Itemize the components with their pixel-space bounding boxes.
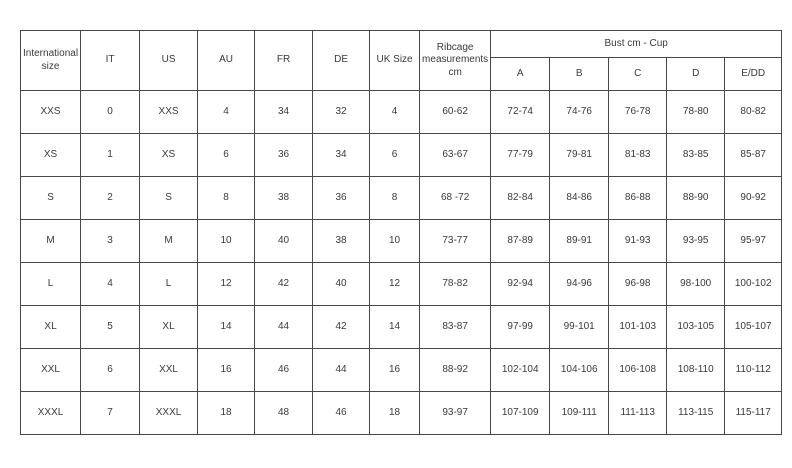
cell: 48 [255,392,313,435]
cell: 92-94 [491,263,550,306]
cell: 42 [313,306,370,349]
table-row [21,134,782,177]
cell: 82-84 [491,177,550,220]
cell: 86-88 [609,177,667,220]
cell: 79-81 [550,134,609,177]
header-row-top [21,31,782,58]
cell: 16 [198,349,255,392]
cell: 104-106 [550,349,609,392]
cell: M [140,220,198,263]
cell: 93-97 [420,392,491,435]
cell: 7 [81,392,140,435]
cell: 14 [198,306,255,349]
cell: 91-93 [609,220,667,263]
cell: 78-80 [667,91,725,134]
cell: 46 [255,349,313,392]
cell: 115-117 [725,392,782,435]
column-header: AU [198,31,255,91]
cell: 63-67 [420,134,491,177]
cell: 12 [198,263,255,306]
cell: 46 [313,392,370,435]
cell: 60-62 [420,91,491,134]
cell: 40 [255,220,313,263]
cell: 85-87 [725,134,782,177]
cell: 5 [81,306,140,349]
cell: 97-99 [491,306,550,349]
size-chart-table [20,30,782,435]
cell: 83-85 [667,134,725,177]
table-header [21,31,782,91]
cell: 76-78 [609,91,667,134]
cell: 44 [313,349,370,392]
cell: 77-79 [491,134,550,177]
cell: 83-87 [420,306,491,349]
cell: 93-95 [667,220,725,263]
cell: 68 -72 [420,177,491,220]
column-header: Ribcage measurements cm [420,31,491,91]
cell: 81-83 [609,134,667,177]
row-label-cell: M [21,220,81,263]
row-label-cell: L [21,263,81,306]
table-row [21,263,782,306]
cell: 101-103 [609,306,667,349]
cell: 84-86 [550,177,609,220]
cell: 10 [198,220,255,263]
row-label-cell: XL [21,306,81,349]
cell: 72-74 [491,91,550,134]
cell: 107-109 [491,392,550,435]
cell: 36 [313,177,370,220]
cup-header: D [667,58,725,91]
cell: 4 [81,263,140,306]
cell: 16 [370,349,420,392]
cell: 6 [198,134,255,177]
cell: 100-102 [725,263,782,306]
cell: 111-113 [609,392,667,435]
cell: 106-108 [609,349,667,392]
cell: 36 [255,134,313,177]
cell: 102-104 [491,349,550,392]
row-label-cell: S [21,177,81,220]
cell: 95-97 [725,220,782,263]
cell: 110-112 [725,349,782,392]
cell: XXXL [140,392,198,435]
table-row [21,177,782,220]
table-row [21,392,782,435]
row-label-cell: XS [21,134,81,177]
cup-header: C [609,58,667,91]
cell: 6 [81,349,140,392]
cell: 10 [370,220,420,263]
bust-group-header: Bust cm - Cup [491,31,782,58]
cell: 88-90 [667,177,725,220]
cup-header: B [550,58,609,91]
cell: 4 [198,91,255,134]
cell: 103-105 [667,306,725,349]
cell: 105-107 [725,306,782,349]
cell: 78-82 [420,263,491,306]
cup-header: E/DD [725,58,782,91]
cell: 0 [81,91,140,134]
cell: 109-111 [550,392,609,435]
cell: XL [140,306,198,349]
cell: 42 [255,263,313,306]
cell: 87-89 [491,220,550,263]
table-row [21,91,782,134]
cell: 98-100 [667,263,725,306]
cell: L [140,263,198,306]
cell: 113-115 [667,392,725,435]
cell: 12 [370,263,420,306]
cell: 34 [255,91,313,134]
table-row [21,220,782,263]
cell: 44 [255,306,313,349]
row-label-cell: XXXL [21,392,81,435]
cup-header: A [491,58,550,91]
column-header: US [140,31,198,91]
cell: XS [140,134,198,177]
cell: 8 [370,177,420,220]
cell: 3 [81,220,140,263]
cell: 73-77 [420,220,491,263]
cell: 88-92 [420,349,491,392]
cell: 90-92 [725,177,782,220]
cell: 18 [370,392,420,435]
cell: 18 [198,392,255,435]
column-header: FR [255,31,313,91]
cell: XXS [140,91,198,134]
row-label-cell: XXL [21,349,81,392]
column-header: UK Size [370,31,420,91]
cell: S [140,177,198,220]
cell: 80-82 [725,91,782,134]
cell: 8 [198,177,255,220]
cell: 6 [370,134,420,177]
cell: 99-101 [550,306,609,349]
table-body [21,91,782,435]
cell: 38 [313,220,370,263]
cell: 108-110 [667,349,725,392]
table-row [21,306,782,349]
cell: 74-76 [550,91,609,134]
cell: 40 [313,263,370,306]
cell: 89-91 [550,220,609,263]
row-label-cell: XXS [21,91,81,134]
column-header: DE [313,31,370,91]
cell: 2 [81,177,140,220]
column-header: International size [21,31,81,91]
cell: XXL [140,349,198,392]
cell: 1 [81,134,140,177]
cell: 32 [313,91,370,134]
cell: 96-98 [609,263,667,306]
cell: 34 [313,134,370,177]
cell: 14 [370,306,420,349]
column-header: IT [81,31,140,91]
cell: 4 [370,91,420,134]
cell: 38 [255,177,313,220]
cell: 94-96 [550,263,609,306]
table-row [21,349,782,392]
